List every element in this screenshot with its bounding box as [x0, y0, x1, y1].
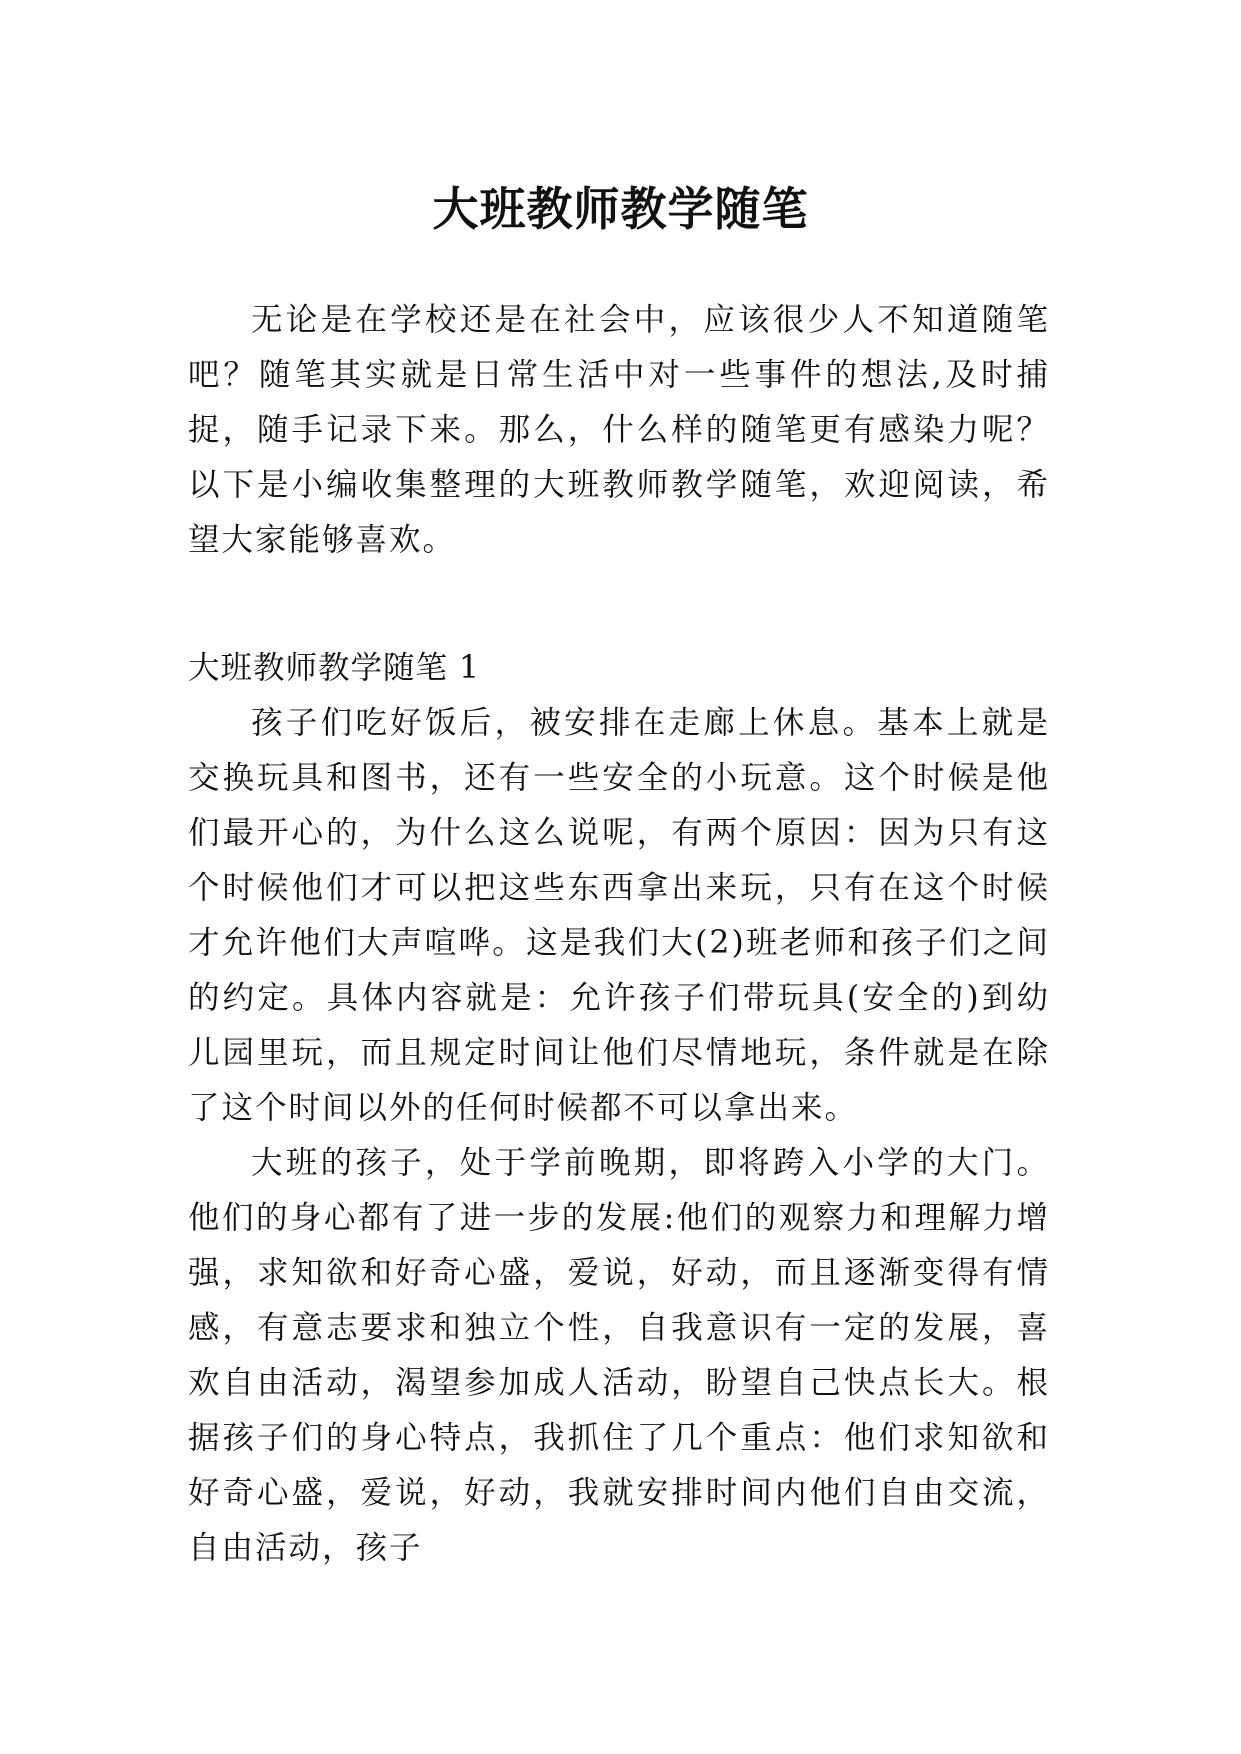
intro-paragraph: 无论是在学校还是在社会中，应该很少人不知道随笔吧？随笔其实就是日常生活中对一些事件的想法,及时捕捉，随手记录下来。那么，什么样的随笔更有感染力呢？以下是小编收集整理的大班教师教学随笔，欢迎阅读，希望大家能够喜欢。: [188, 302, 1050, 558]
document-body: [188, 293, 1050, 1576]
body-paragraph: 孩子们吃好饭后，被安排在走廊上休息。基本上就是交换玩具和图书，还有一些安全的小玩意。这个时候是他们最开心的，为什么这么说呢，有两个原因：因为只有这个时候他们才可以把这些东西拿出来玩，只有在这个时候才允许他们大声喧哗。这是我们大(2)班老师和孩子们之间的约定。具体内容就是：允许孩子们带玩具(安全的)到幼儿园里玩，而且规定时间让他们尽情地玩，条件就是在除了这个时间以外的任何时候都不可以拿出来。: [188, 705, 1050, 1126]
body-paragraph: 大班的孩子，处于学前晚期，即将跨入小学的大门。他们的身心都有了进一步的发展:他们的观察力和理解力增强，求知欲和好奇心盛，爱说，好动，而且逐渐变得有情感，有意志要求和独立个性，自我意识有一定的发展，喜欢自由活动，渴望参加成人活动，盼望自己快点长大。根据孩子们的身心特点，我抓住了几个重点：他们求知欲和好奇心盛，爱说，好动，我就安排时间内他们自由交流，自由活动，孩子: [188, 1145, 1050, 1566]
section-heading: 大班教师教学随笔 1: [188, 650, 481, 686]
page-title: 大班教师教学随笔: [432, 181, 809, 236]
